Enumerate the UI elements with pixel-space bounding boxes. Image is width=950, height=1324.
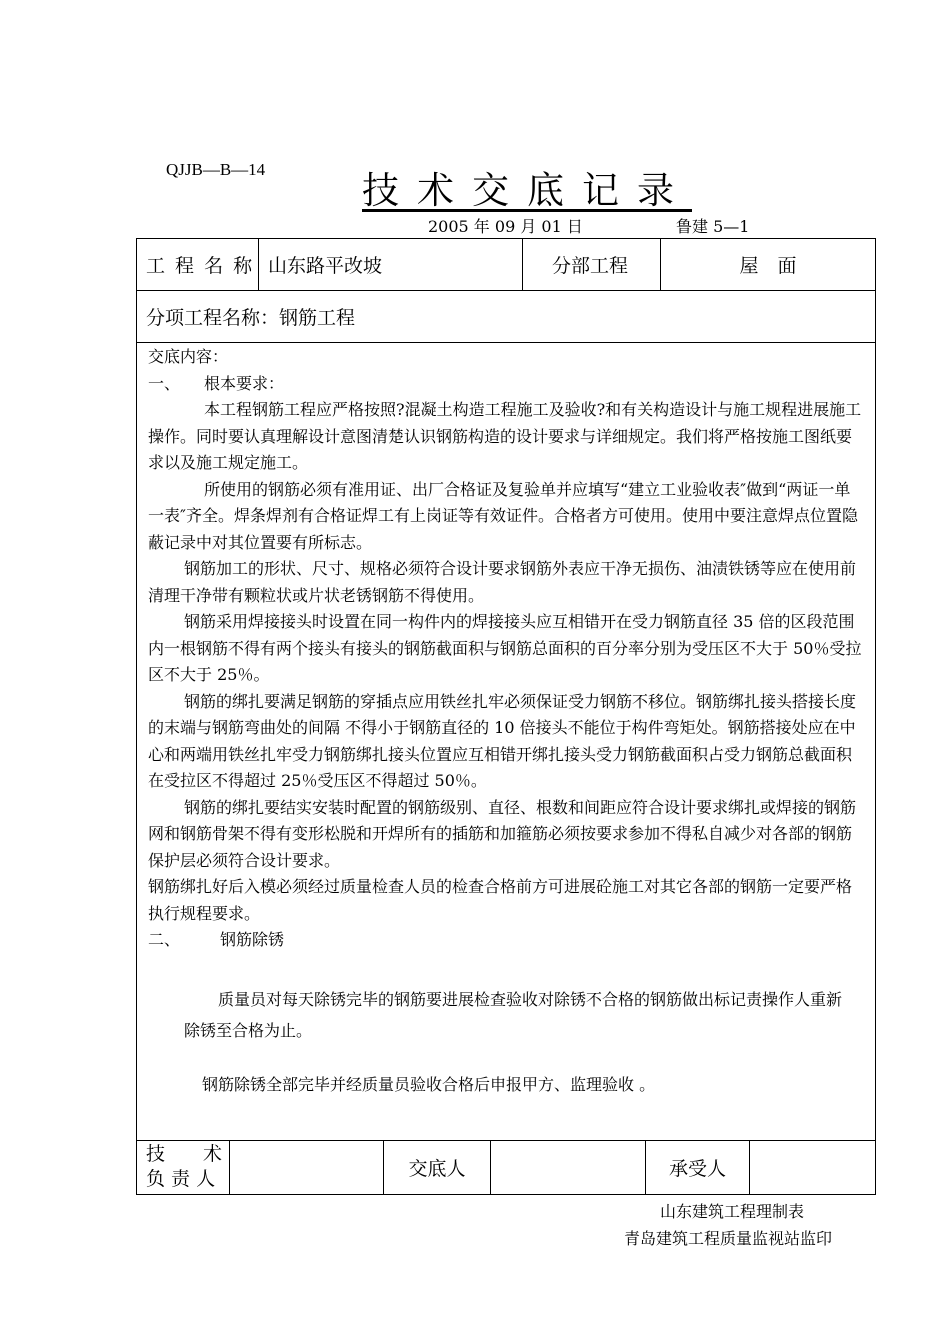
col-divider bbox=[490, 1140, 491, 1194]
paragraph: 钢筋的绑扎要结实安装时配置的钢筋级别、直径、根数和间距应符合设计要求绑扎或焊接的钢筋网和钢筋骨架不得有变形松脱和开焊所有的插筋和加箍筋必须按要求参加不得私自减少对各部的钢筋保护层必须符合设计要求。 bbox=[148, 797, 857, 870]
footer-supervisor: 青岛建筑工程质量监视站监印 bbox=[624, 1229, 833, 1248]
paragraph: 钢筋加工的形状、尺寸、规格必须符合设计要求钢筋外表应干净无损伤、油渍铁锈等应在使用前清理干净带有颗粒状或片状老锈钢筋不得使用。 bbox=[148, 559, 857, 605]
division-value: 屋 面 bbox=[739, 255, 797, 277]
paragraph: 本工程钢筋工程应严格按照?混凝土构造工程施工及验收?和有关构造设计与施工规程进展施工操作。同时要认真理解设计意图清楚认识钢筋构造的设计要求与详细规定。我们将严格按施工图纸要求以及施工规定施工。 bbox=[148, 400, 862, 472]
paragraph: 钢筋绑扎好后入模必须经过质量检查人员的检查合格前方可进展砼施工对其它各部的钢筋一定要严格执行规程要求。 bbox=[148, 877, 853, 923]
project-name-label: 工 程 名 称 bbox=[146, 255, 255, 277]
table-border-bottom bbox=[136, 1194, 876, 1195]
form-code: QJJB—B—14 bbox=[166, 160, 266, 179]
table-border-left bbox=[136, 238, 137, 1195]
paragraph: 钢筋的绑扎要满足钢筋的穿插点应用铁丝扎牢必须保证受力钢筋不移位。钢筋绑扎接头搭接长度的末端与钢筋弯曲处的间隔 不得小于钢筋直径的 10 倍接头不能位于构件弯矩处。钢筋搭接处应在中心和两端用铁丝扎牢受力钢筋绑扎接头位置应互相错开绑扎接头受力钢筋截面积占受力钢筋总截面积在受拉区不得超过 25％受压区不得超过 50％。 bbox=[148, 691, 857, 790]
paragraph: 钢筋除锈全部完毕并经质量员验收合格后申报甲方、监理验收 。 bbox=[202, 1074, 656, 1094]
row-divider bbox=[136, 1140, 876, 1141]
paragraph: 钢筋采用焊接接头时设置在同一构件内的焊接接头应互相错开在受力钢筋直径 35 倍的区段范围内一根钢筋不得有两个接头有接头的钢筋截面积与钢筋总面积的百分率分别为受压区不大于 50％受拉区不大于 25％。 bbox=[148, 612, 862, 684]
discloser-label: 交底人 bbox=[408, 1158, 466, 1180]
form-number: 鲁建 5—1 bbox=[676, 217, 750, 236]
col-divider bbox=[522, 238, 523, 290]
paragraph: 所使用的钢筋必须有准用证、出厂合格证及复验单并应填写“建立工业验收表″做到“两证一单一表″齐全。焊条焊剂有合格证焊工有上岗证等有效证件。合格者方可使用。使用中要注意焊点位置隐蔽记录中对其位置要有所标志。 bbox=[148, 479, 858, 552]
section-heading-2: 二、 钢筋除锈 bbox=[148, 930, 285, 949]
content-heading: 交底内容： bbox=[148, 347, 229, 366]
col-divider bbox=[229, 1140, 230, 1194]
row-divider bbox=[136, 342, 876, 343]
subitem-name: 分项工程名称：钢筋工程 bbox=[146, 307, 356, 329]
footer-maker: 山东建筑工程理制表 bbox=[660, 1202, 805, 1221]
disclosure-content bbox=[148, 344, 866, 1098]
tech-lead-label-line1: 技 术 bbox=[146, 1143, 223, 1165]
paragraph: 质量员对每天除锈完毕的钢筋要进展检查验收对除锈不合格的钢筋做出标记责操作人重新除锈至合格为止。 bbox=[184, 989, 843, 1040]
record-date: 2005 年 09 月 01 日 bbox=[428, 217, 583, 236]
project-name-value: 山东路平改坡 bbox=[268, 255, 383, 277]
table-border-right bbox=[875, 238, 876, 1195]
col-divider bbox=[258, 238, 259, 290]
section-heading-1: 一、 根本要求： bbox=[148, 373, 285, 393]
division-label: 分部工程 bbox=[552, 255, 629, 277]
col-divider bbox=[749, 1140, 750, 1194]
tech-lead-label bbox=[146, 1142, 226, 1192]
receiver-label: 承受人 bbox=[668, 1158, 726, 1180]
page-title: 技术交底记录 bbox=[362, 169, 692, 212]
tech-lead-label-line2: 负 责 人 bbox=[146, 1168, 216, 1190]
